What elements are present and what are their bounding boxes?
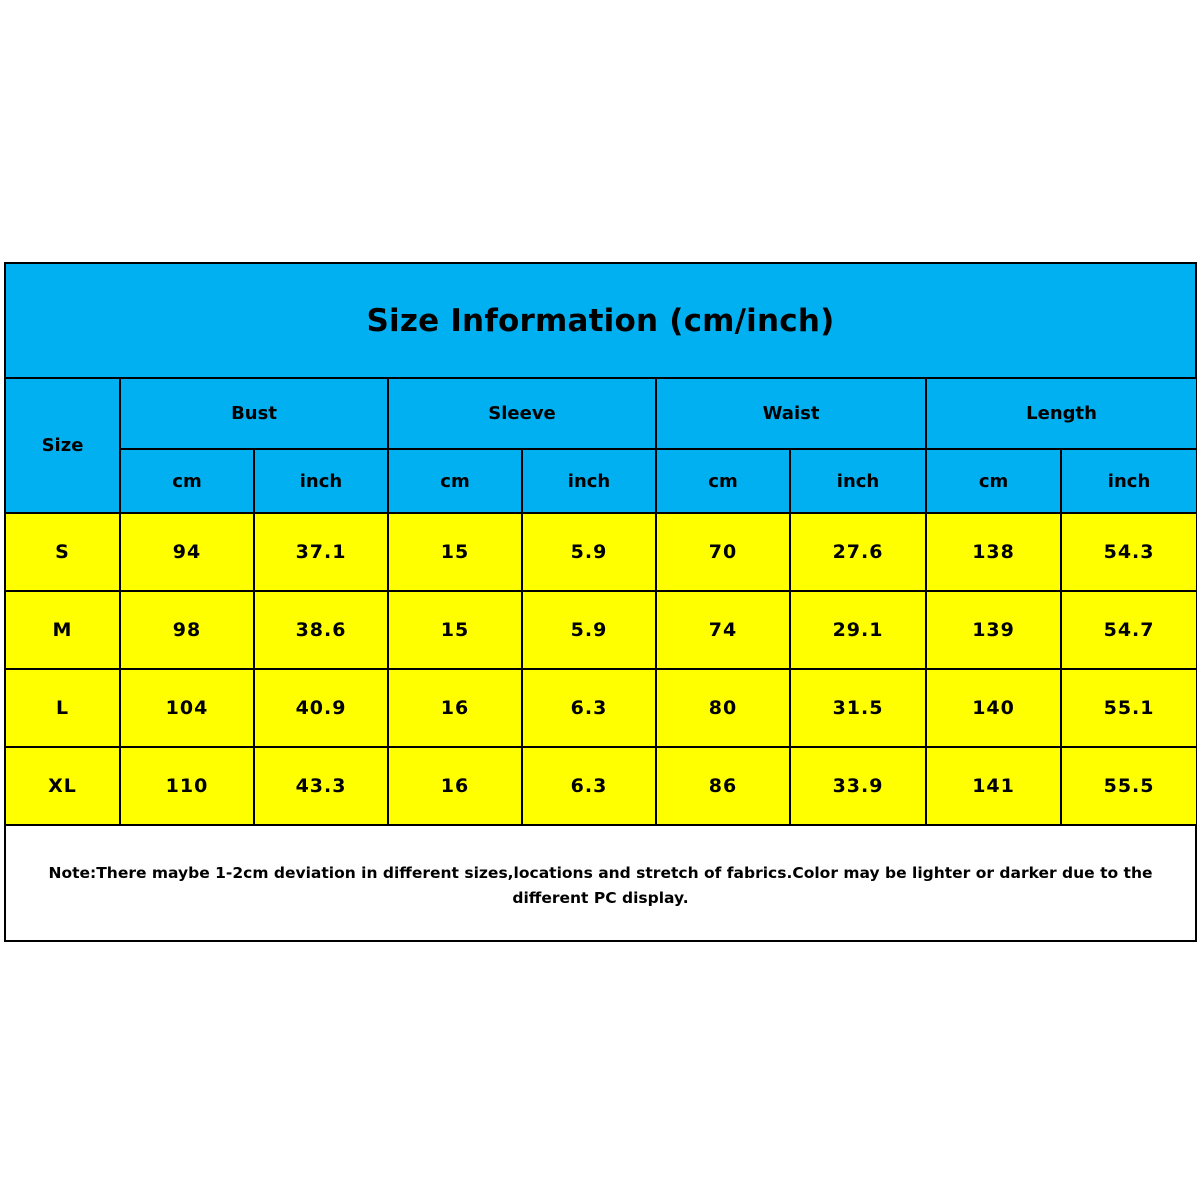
value-cell: 33.9 [790, 747, 926, 825]
unit-header: inch [522, 449, 656, 513]
unit-header: cm [120, 449, 254, 513]
value-cell: 5.9 [522, 513, 656, 591]
value-cell: 70 [656, 513, 790, 591]
chart-title: Size Information (cm/inch) [366, 302, 835, 339]
table-row [6, 513, 1196, 591]
value-cell: 16 [388, 669, 522, 747]
size-cell: L [6, 669, 120, 747]
unit-header: inch [254, 449, 388, 513]
value-cell: 74 [656, 591, 790, 669]
value-cell: 43.3 [254, 747, 388, 825]
value-cell: 141 [926, 747, 1061, 825]
group-header-sleeve: Sleeve [388, 379, 656, 449]
value-cell: 140 [926, 669, 1061, 747]
table-row [6, 669, 1196, 747]
value-cell: 5.9 [522, 591, 656, 669]
value-cell: 15 [388, 591, 522, 669]
value-cell: 37.1 [254, 513, 388, 591]
value-cell: 138 [926, 513, 1061, 591]
size-cell: M [6, 591, 120, 669]
table-row [6, 591, 1196, 669]
value-cell: 54.3 [1061, 513, 1196, 591]
size-chart [4, 262, 1197, 942]
value-cell: 15 [388, 513, 522, 591]
value-cell: 16 [388, 747, 522, 825]
value-cell: 104 [120, 669, 254, 747]
value-cell: 110 [120, 747, 254, 825]
value-cell: 139 [926, 591, 1061, 669]
unit-header: cm [388, 449, 522, 513]
value-cell: 86 [656, 747, 790, 825]
unit-header: inch [1061, 449, 1196, 513]
unit-header: cm [656, 449, 790, 513]
value-cell: 55.1 [1061, 669, 1196, 747]
note-text: Note:There maybe 1-2cm deviation in different sizes,locations and stretch of fabrics.Color may be lighter or darker due to the different PC display. [48, 864, 1153, 907]
value-cell: 29.1 [790, 591, 926, 669]
value-cell: 94 [120, 513, 254, 591]
group-header-length: Length [926, 379, 1196, 449]
size-cell: XL [6, 747, 120, 825]
table-row [6, 747, 1196, 825]
value-cell: 6.3 [522, 747, 656, 825]
value-cell: 98 [120, 591, 254, 669]
value-cell: 38.6 [254, 591, 388, 669]
header-unit-row [6, 449, 1196, 513]
value-cell: 40.9 [254, 669, 388, 747]
value-cell: 31.5 [790, 669, 926, 747]
size-table [6, 379, 1196, 826]
value-cell: 55.5 [1061, 747, 1196, 825]
unit-header: inch [790, 449, 926, 513]
group-header-bust: Bust [120, 379, 388, 449]
value-cell: 80 [656, 669, 790, 747]
value-cell: 27.6 [790, 513, 926, 591]
title-bar [6, 264, 1195, 379]
value-cell: 6.3 [522, 669, 656, 747]
size-column-header: Size [6, 379, 120, 513]
unit-header: cm [926, 449, 1061, 513]
group-header-waist: Waist [656, 379, 926, 449]
size-cell: S [6, 513, 120, 591]
value-cell: 54.7 [1061, 591, 1196, 669]
disclaimer-note [6, 832, 1195, 940]
header-group-row [6, 379, 1196, 449]
